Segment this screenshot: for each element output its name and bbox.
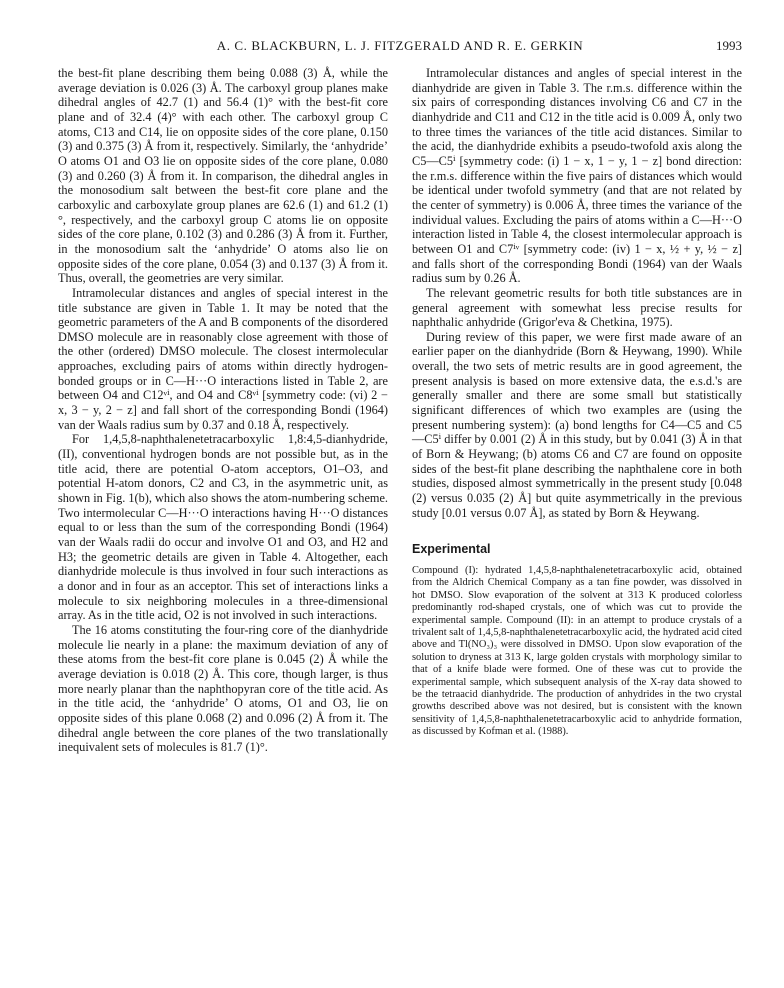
paragraph-intramolecular-dianhydride: Intramolecular distances and angles of special interest in the dianhydride are given in Table 3. The r.m.s. difference within the six pairs of corresponding distances involving C6 and C7 in the dianhydride and C11 and C12 in the title acid is 0.009 Å, only two to three times the variances of the title acid distances. Similar to the acid, the dianhydride exhibits a pseudo-twofold axis along the C5—C5ⁱ [symmetry code: (i) 1 − x, 1 − y, 1 − z] bond direction: the r.m.s. difference within the five pairs of distances which would be identical under twofold symmetry (and that are not related by the center of symmetry) is 0.006 Å, three times the variance of the individual values. Excluding the pairs of atoms within a C—H···O interaction listed in Table 4, the closest intermolecular approach is between O1 and C7ⁱᵛ [symmetry code: (iv) 1 − x, ½ + y, ½ − z] and falls short of the corresponding Bondi (1964) van der Waals radius sum by 0.26 Å. — [412, 66, 742, 286]
left-column — [58, 66, 388, 755]
page-number: 1993 — [716, 38, 742, 53]
paragraph-intramolecular-title: Intramolecular distances and angles of special interest in the title substance are given in Table 1. It may be noted that the geometric parameters of the A and B components of the disordered DMSO molecule are in reasonably close agreement with those of the other (ordered) DMSO molecule. The closest intermolecular approaches, excluding pairs of atoms within directly hydrogen-bonded groups or in C—H···O interactions listed in Table 2, are between O4 and C12ᵛⁱ, and O4 and C8ᵛⁱ [symmetry code: (vi) 2 − x, 3 − y, 2 − z] and fall short of the corresponding Bondi (1964) van der Waals radius sum by 0.37 and 0.18 Å, respectively. — [58, 285, 388, 432]
running-header-authors: A. C. BLACKBURN, L. J. FITZGERALD AND R. E. GERKIN — [216, 38, 584, 53]
paragraph-core-geometry: the best-fit plane describing them being 0.088 (3) Å, while the average deviation is 0.026 (3) Å. The carboxyl group planes make dihedral angles of 42.7 (1) and 56.4 (1)° with the best-fit core plane and of 32.4 (4)° with each other. The carboxyl group C atoms, C13 and C14, lie on opposite sides of the core plane, 0.150 (3) and 0.375 (3) Å from it, respectively. Similarly, the ‘anhydride’ O atoms O1 and O3 lie on opposite sides of the core plane, 0.080 (3) and 0.260 (3) Å from it. In comparison, the dihedral angles in the monosodium salt between the best-fit core plane and the carboxylic and carboxylate group planes are 62.6 (1) and 61.2 (1)°, respectively, and the carboxyl group C atoms lie on opposite sides of the core plane, 0.102 (3) and 0.286 (3) Å from it. Further, in the monosodium salt the ‘anhydride’ O atoms also lie on opposite sides of the core plane, 0.054 (3) and 0.137 (3) Å from it. Thus, overall, the geometries are very similar. — [58, 66, 388, 286]
experimental-heading: Experimental — [412, 542, 491, 557]
experimental-text: Compound (I): hydrated 1,4,5,8-naphthalenetetracarboxylic acid, obtained from the Aldrich Chemical Company as a tan fine powder, was dissolved in hot DMSO. Slow evaporation of the solvent at 313 K produced colorless predominantly rod-shaped crystals, one of which was cut to provide the experimental sample. Compound (II): in an attempt to produce crystals of a trivalent salt of 1,4,5,8-naphthalenetetracarboxylic acid, the hydrated acid cited above and Tl(NO₃)₃ were dissolved in DMSO. Upon slow evaporation of the solution to dryness at 313 K, large golden crystals with morphology similar to that of a knife blade were formed. One of these was cut to provide the experimental sample, which subsequent analysis of the X-ray data showed to be the tetraacid dianhydride. The production of anhydrides in the two crystal growths described above was not desired, but is consistent with the known sensitivity of 1,4,5,8-naphthalenetetracarboxylic acid to anhydride formation, as discussed by Kofman et al. (1988). — [412, 565, 742, 738]
paragraph-four-ring-core: The 16 atoms constituting the four-ring core of the dianhydride molecule lie nearly in a plane: the maximum deviation of any of these atoms from the best-fit core plane is 0.045 (2) Å while the average deviation is 0.018 (2) Å. This core, though larger, is thus more nearly planar than the naphthopyran core of the title acid. As in the title acid, the ‘anhydride’ O atoms, O1 and O3, lie on opposite sides of this plane 0.068 (2) and 0.096 (2) Å from it. The dihedral angle between the core planes of the two translationally inequivalent sets of molecules is 81.7 (1)°. — [58, 622, 388, 755]
right-column — [412, 66, 742, 739]
paragraph-naphthalic-comparison: The relevant geometric results for both title substances are in general agreement with somewhat less precise results for naphthalic anhydride (Grigor'eva & Chetkina, 1975). — [412, 285, 742, 330]
running-header — [58, 38, 742, 56]
paragraph-dianhydride-interactions: For 1,4,5,8-naphthalenetetracarboxylic 1,8:4,5-dianhydride, (II), conventional hydrogen bonds are not possible but, as in the title acid, there are potential O-atom acceptors, O1–O3, and potential H-atom donors, C2 and C3, in the asymmetric unit, as shown in Fig. 1(b), which also shows the atom-numbering scheme. Two intermolecular C—H···O interactions having H···O distances equal to or less than the sum of the corresponding Bondi (1964) van der Waals radii do occur and involve O1 and O3, and H2 and H3; the geometric details are given in Table 4. Altogether, each dianhydride molecule is thus involved in four such interactions as a donor and in four as an acceptor. This set of interactions links a molecule to six neighboring molecules in a three-dimensional array. As in the title acid, O2 is not involved in such interactions. — [58, 432, 388, 623]
paragraph-review-comparison: During review of this paper, we were first made aware of an earlier paper on the dianhydride (Born & Heywang, 1990). While overall, the two sets of metric results are in good agreement, the present analysis is based on more extensive data, the e.s.d.'s are generally smaller and there are some small but statistically significant differences of which two examples are (using the present numbering system): (a) bond lengths for C4—C5 and C5—C5ⁱ differ by 0.001 (2) Å in this study, but by 0.041 (3) Å in that of Born & Heywang; (b) atoms C6 and C7 are found on opposite sides of the best-fit plane describing the naphthalene core in both studies, disposed almost symmetrically in the present study [0.048 (2) versus 0.035 (2) Å] but quite asymmetrically in the previous study [0.01 versus 0.07 Å], as stated by Born & Heywang. — [412, 329, 742, 520]
